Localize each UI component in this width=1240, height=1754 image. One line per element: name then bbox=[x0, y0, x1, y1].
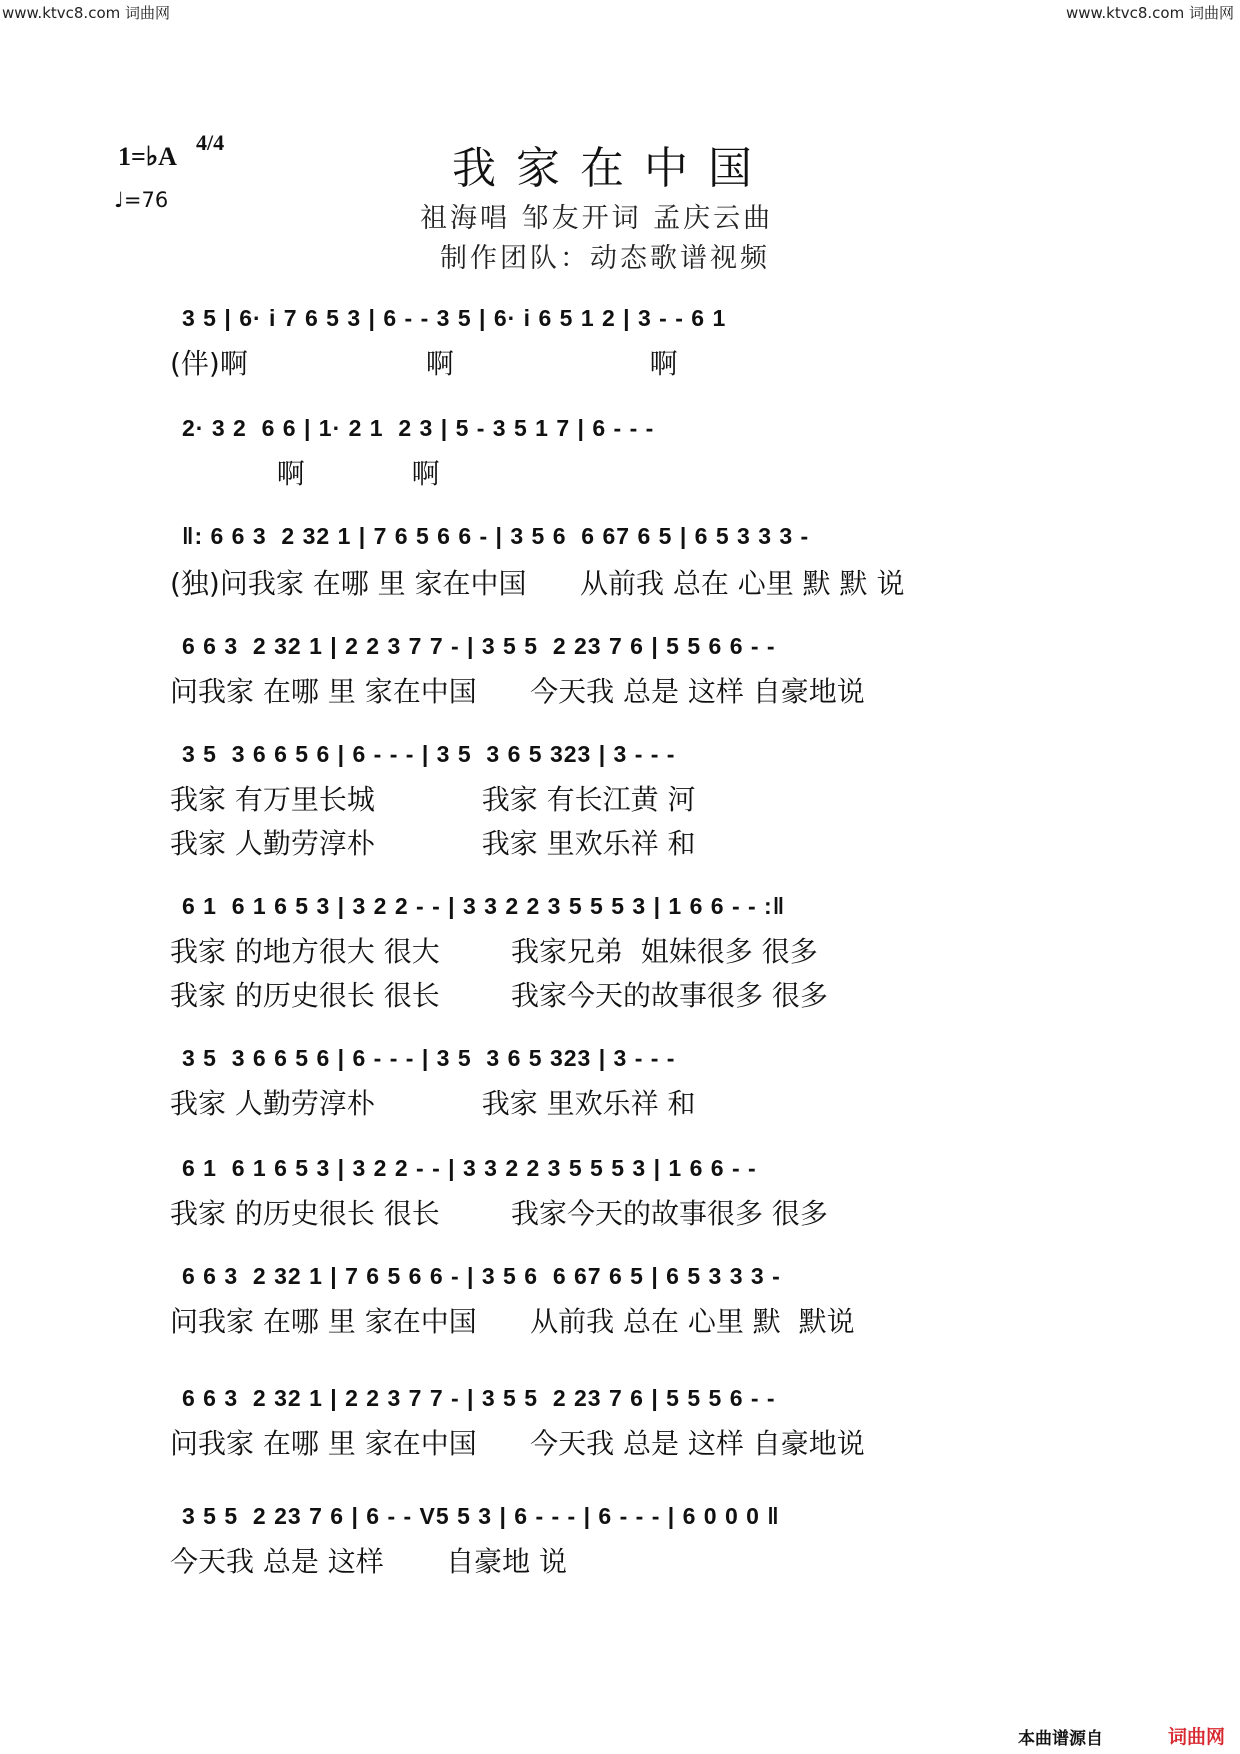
notation-line: 3 5 | 6· i 7 6 5 3 | 6 - - 3 5 | 6· i 6 5 1 2 | 3 - - 6 1 bbox=[182, 305, 727, 331]
footer-brand[interactable]: 词曲网 bbox=[1168, 1726, 1226, 1748]
footer-text: 本曲谱源自 bbox=[1018, 1729, 1103, 1749]
lyric-line: 问我家 在哪 里 家在中国 今天我 总是 这样 自豪地说 bbox=[170, 675, 865, 708]
notation-line: 3 5 3 6 6 5 6 | 6 - - - | 3 5 3 6 5 323 | 3 - - - bbox=[182, 741, 676, 767]
notation-line: ‖: 6 6 3 2 32 1 | 7 6 5 6 6 - | 3 5 6 6 67 6 5 | 6 5 3 3 3 - bbox=[182, 523, 810, 549]
tempo: ♩=76 bbox=[114, 188, 169, 212]
lyric-line: (独)问我家 在哪 里 家在中国 从前我 总在 心里 默 默 说 bbox=[170, 567, 905, 600]
producer-credit: 制作团队：动态歌谱视频 bbox=[440, 243, 770, 274]
notation-line: 3 5 5 2 23 7 6 | 6 - - V5 5 3 | 6 - - - | 6 - - - | 6 0 0 0 ‖ bbox=[182, 1503, 780, 1529]
notation-line: 6 1 6 1 6 5 3 | 3 2 2 - - | 3 3 2 2 3 5 5 5 3 | 1 6 6 - - :‖ bbox=[182, 893, 786, 919]
notation-line: 6 6 3 2 32 1 | 7 6 5 6 6 - | 3 5 6 6 67 6 5 | 6 5 3 3 3 - bbox=[182, 1263, 781, 1289]
lyric-line: 我家 的地方很大 很大 我家兄弟 姐妹很多 很多 bbox=[170, 935, 818, 968]
lyric-line: (伴)啊 啊 啊 bbox=[170, 347, 678, 380]
lyric-line: 我家 人勤劳淳朴 我家 里欢乐祥 和 bbox=[170, 1087, 696, 1120]
song-title: 我家在中国 bbox=[452, 143, 772, 194]
notation-line: 6 1 6 1 6 5 3 | 3 2 2 - - | 3 3 2 2 3 5 5 5 3 | 1 6 6 - - bbox=[182, 1155, 757, 1181]
lyric-line: 啊 啊 bbox=[170, 457, 440, 490]
lyric-line: 问我家 在哪 里 家在中国 从前我 总在 心里 默 默说 bbox=[170, 1305, 855, 1338]
lyric-line: 我家 人勤劳淳朴 我家 里欢乐祥 和 bbox=[170, 827, 696, 860]
time-signature bbox=[196, 130, 225, 155]
lyric-line: 我家 的历史很长 很长 我家今天的故事很多 很多 bbox=[170, 1197, 828, 1230]
lyric-line: 我家 的历史很长 很长 我家今天的故事很多 很多 bbox=[170, 979, 828, 1012]
site-header-right[interactable]: www.ktvc8.com 词曲网 bbox=[1065, 4, 1234, 22]
lyric-line: 问我家 在哪 里 家在中国 今天我 总是 这样 自豪地说 bbox=[170, 1427, 865, 1460]
song-credits: 祖海唱 邹友开词 孟庆云曲 bbox=[420, 203, 774, 234]
notation-line: 3 5 3 6 6 5 6 | 6 - - - | 3 5 3 6 5 323 | 3 - - - bbox=[182, 1045, 676, 1071]
site-header-left[interactable]: www.ktvc8.com 词曲网 bbox=[2, 4, 171, 22]
lyric-line: 今天我 总是 这样 自豪地 说 bbox=[170, 1545, 568, 1578]
notation-line: 6 6 3 2 32 1 | 2 2 3 7 7 - | 3 5 5 2 23 7 6 | 5 5 5 6 - - bbox=[182, 1385, 776, 1411]
lyric-line: 我家 有万里长城 我家 有长江黄 河 bbox=[170, 783, 696, 816]
notation-line: 2· 3 2 6 6 | 1· 2 1 2 3 | 5 - 3 5 1 7 | 6 - - - bbox=[182, 415, 655, 441]
notation-line: 6 6 3 2 32 1 | 2 2 3 7 7 - | 3 5 5 2 23 7 6 | 5 5 6 6 - - bbox=[182, 633, 776, 659]
key-signature: 1=♭A bbox=[118, 142, 177, 171]
time-signature-value: 4/4 bbox=[196, 130, 225, 155]
